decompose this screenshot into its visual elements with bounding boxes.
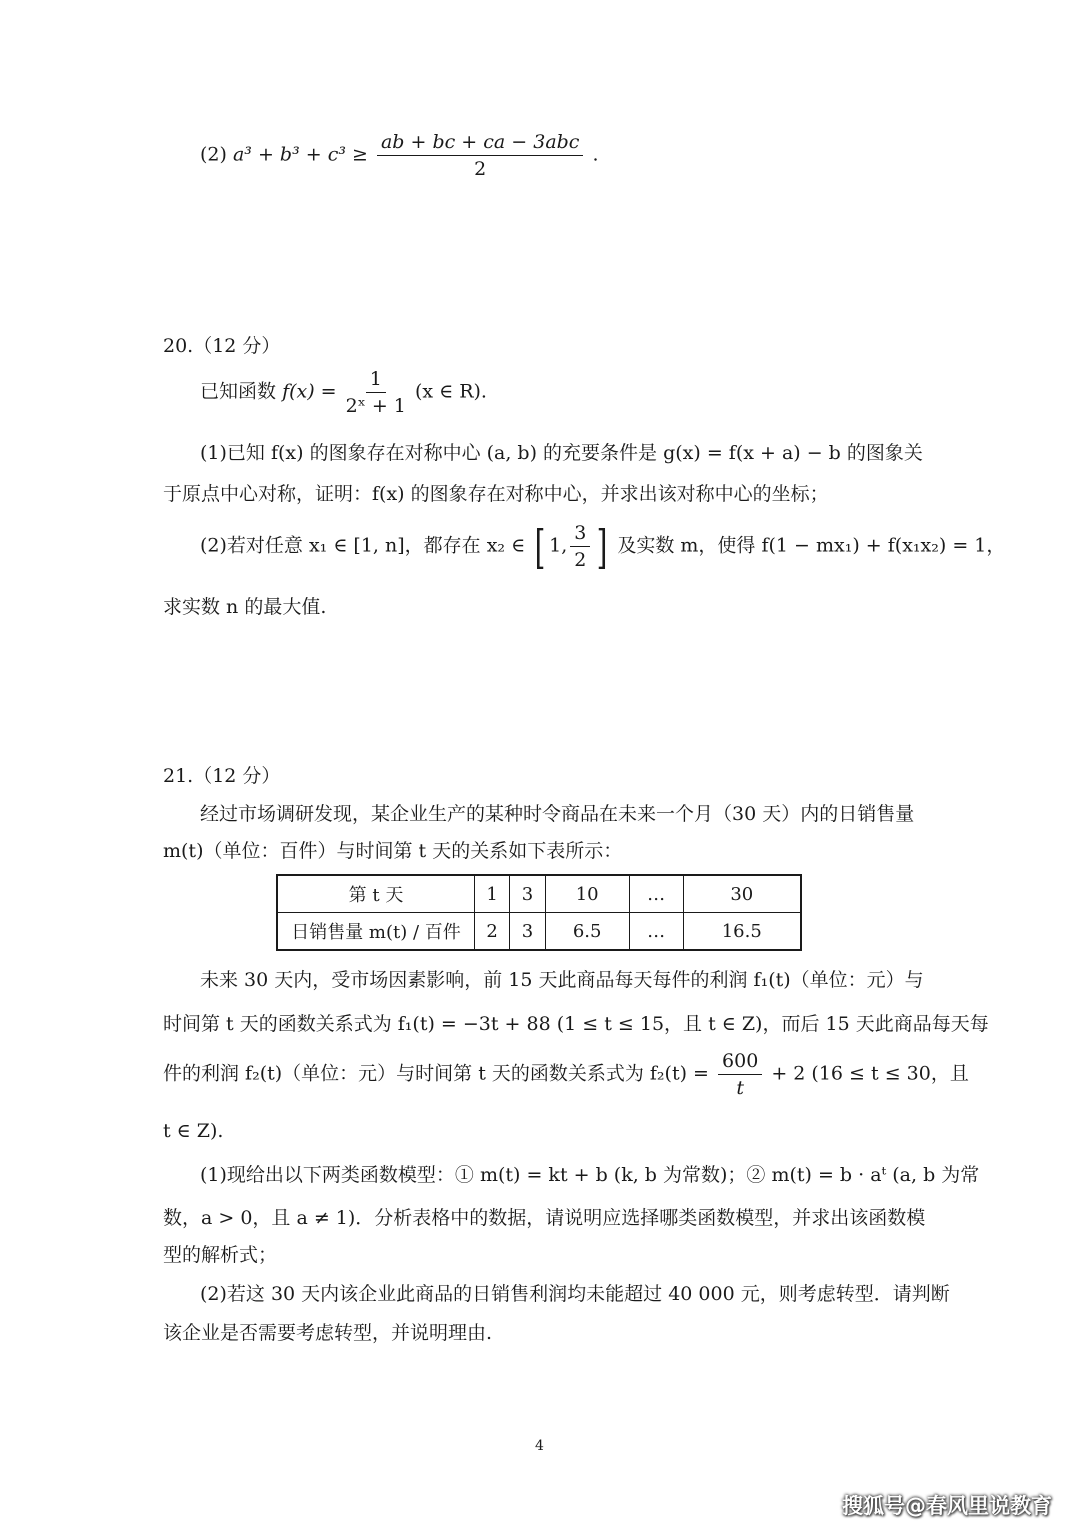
q21-para-line3-text-b: + 2 (16 ≤ t ≤ 30，且: [771, 1062, 969, 1085]
q20-given-prefix: 已知函数: [200, 380, 277, 403]
q21-para-line3-text-a: 件的利润 f₂(t)（单位：元）与时间第 t 天的函数关系式为 f₂(t) =: [163, 1062, 709, 1085]
q19-part2-numerator: ab + bc + ca − 3abc: [377, 131, 583, 156]
q21-profit-numerator: 600: [718, 1050, 762, 1075]
q20-part2-line2: 求实数 n 的最大值.: [163, 596, 327, 618]
table-cell: …: [629, 913, 683, 951]
q21-part2-line1: (2)若这 30 天内该企业此商品的日销售利润均未能超过 40 000 元，则考虑转型．请判断: [200, 1283, 950, 1305]
q19-part2-lhs: a³ + b³ + c³ ≥: [232, 143, 368, 166]
q20-part2-line1: [200, 519, 1006, 574]
q20-interval-denominator: 2: [574, 549, 587, 571]
table-cell: 16.5: [683, 913, 801, 951]
q20-interval-left: 1,: [549, 534, 568, 557]
q20-header: 20.（12 分）: [163, 335, 281, 357]
q21-profit-fraction: [718, 1050, 762, 1099]
sales-table: [276, 874, 802, 951]
right-bracket-glyph: ]: [596, 519, 608, 574]
q21-part1-line2: 数，a > 0，且 a ≠ 1)．分析表格中的数据，请说明应选择哪类函数模型，并求出该函数模: [163, 1207, 926, 1229]
q20-part2-text-b: 及实数 m，使得 f(1 − mx₁) + f(x₁x₂) = 1，: [617, 534, 1006, 557]
q20-part2-text-a: (2)若对任意 x₁ ∈ [1, n]，都存在 x₂ ∈: [200, 534, 526, 557]
q20-given-suffix: (x ∈ R).: [414, 380, 487, 403]
q21-header: 21.（12 分）: [163, 765, 281, 787]
q20-given-denominator: 2ˣ + 1: [345, 395, 406, 417]
q20-interval-fraction: [570, 522, 590, 571]
q21-intro-line2: m(t)（单位：百件）与时间第 t 天的关系如下表所示：: [163, 840, 623, 862]
watermark: 搜狐号@春风里说教育: [842, 1494, 1052, 1518]
q20-given-fx: f(x) =: [282, 380, 337, 403]
q20-part1-line1: (1)已知 f(x) 的图象存在对称中心 (a, b) 的充要条件是 g(x) = f(x + a) − b 的图象关: [200, 442, 923, 464]
q20-given-fraction: [346, 368, 406, 417]
table-cell: 10: [545, 875, 629, 913]
q19-part2-end: .: [592, 143, 599, 166]
q20-given-numerator: 1: [366, 368, 386, 393]
table-cell: 6.5: [545, 913, 629, 951]
q21-part1-line1: (1)现给出以下两类函数模型：① m(t) = kt + b (k, b 为常数)；② m(t) = b · aᵗ (a, b 为常: [200, 1164, 980, 1186]
table-row-label-sales: 日销售量 m(t) / 百件: [277, 913, 475, 951]
q19-part2-inequality: [200, 131, 599, 180]
q21-para-line2: 时间第 t 天的函数关系式为 f₁(t) = −3t + 88 (1 ≤ t ≤ 15，且 t ∈ Z)，而后 15 天此商品每天每: [163, 1013, 989, 1035]
q21-intro-line1: 经过市场调研发现，某企业生产的某种时令商品在未来一个月（30 天）内的日销售量: [200, 803, 915, 825]
table-cell: 2: [475, 913, 510, 951]
q21-part2-line2: 该企业是否需要考虑转型，并说明理由.: [163, 1322, 493, 1344]
q21-profit-denominator: t: [736, 1077, 744, 1099]
q21-part1-line3: 型的解析式；: [163, 1244, 278, 1266]
table-cell: 3: [510, 875, 545, 913]
q21-para-line3: [163, 1050, 969, 1099]
q21-para-line4: t ∈ Z).: [163, 1120, 224, 1142]
table-row-label-day: 第 t 天: [277, 875, 475, 913]
table-row: [277, 875, 801, 913]
table-cell: 1: [475, 875, 510, 913]
table-cell: 30: [683, 875, 801, 913]
q19-part2-prefix: (2): [200, 143, 227, 166]
q20-given-function: [200, 368, 487, 417]
page-number: 4: [535, 1438, 544, 1454]
left-bracket-glyph: [: [534, 519, 546, 574]
q20-interval-numerator: 3: [570, 522, 590, 547]
q19-part2-fraction: [377, 131, 583, 180]
q19-part2-denominator: 2: [474, 158, 487, 180]
table-row: [277, 913, 801, 951]
table-cell: 3: [510, 913, 545, 951]
q21-para-line1: 未来 30 天内，受市场因素影响，前 15 天此商品每天每件的利润 f₁(t)（单位：元）与: [200, 969, 924, 991]
q20-part1-line2: 于原点中心对称，证明：f(x) 的图象存在对称中心，并求出该对称中心的坐标；: [163, 483, 829, 505]
table-cell: …: [629, 875, 683, 913]
